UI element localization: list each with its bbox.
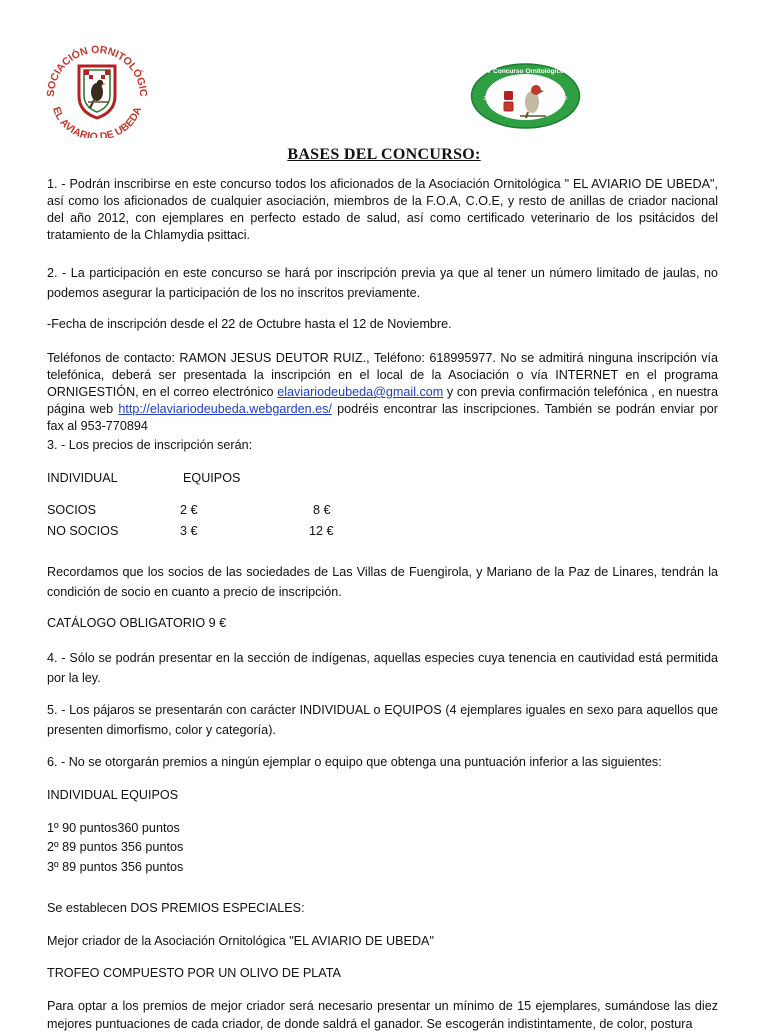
paragraph-points-header: INDIVIDUAL EQUIPOS — [47, 788, 179, 802]
website-link[interactable]: http://elaviariodeubeda.webgarden.es/ — [118, 402, 332, 416]
logo-bottom-text: EL AVIARIO DE UBEDA — [49, 105, 145, 138]
price-row-individual: 2 € — [180, 503, 198, 517]
paragraph-catalog: CATÁLOGO OBLIGATORIO 9 € — [47, 616, 227, 630]
paragraph-prices-intro: 3. - Los precios de inscripción serán: — [47, 438, 253, 452]
paragraph-2: 2. - La participación en este concurso se hará por inscripción previa ya que al tener un número limitado de jaulas, no podemos asegurar la participación de los no inscritos previamente. — [47, 266, 718, 300]
emblem-year-left: 2012 — [483, 96, 495, 102]
document-title: BASES DEL CONCURSO: — [287, 146, 481, 163]
contact-text-3: podréis encontrar las inscripciones. También se podrán enviar por fax al 953-770894 — [47, 402, 718, 433]
association-seal-icon — [44, 42, 150, 138]
paragraph-trophy: TROFEO COMPUESTO POR UN OLIVO DE PLATA — [47, 966, 341, 980]
logo-top-text: SOCIACIÓN ORNITOLÓGIC — [44, 43, 150, 98]
paragraph-best-breeder-rules: Para optar a los premios de mejor criador será necesario presentar un mínimo de 15 ejemplares, sumándose las diez mejores puntuaciones de cada criador, de donde saldrá el ganador. Se escogerán indistintamente, de color, postura — [47, 999, 718, 1031]
contact-text-1: Teléfonos de contacto: RAMON JESUS DEUTOR RUIZ., Teléfono: 618995977. No se admitirá ninguna inscripción vía telefónica, deberá ser presentada la inscripción en el local de la Asociación o vía INTERNET en el programa ORNIGESTIÓN, en el correo electrónico — [47, 351, 718, 399]
contact-text-2: y con previa confirmación telefónica , en nuestra página web — [47, 385, 718, 416]
points-line: 1º 90 puntos360 puntos — [47, 821, 180, 835]
paragraph-5: 5. - Los pájaros se presentarán con carácter INDIVIDUAL o EQUIPOS (4 ejemplares iguales en sexo para aquellos que presenten dimorfismo, color y categoría). — [47, 703, 718, 737]
paragraph-best-breeder: Mejor criador de la Asociación Ornitológica "EL AVIARIO DE UBEDA" — [47, 934, 434, 948]
emblem-title-text: V Concurso Ornitológico — [487, 68, 564, 75]
paragraph-6: 6. - No se otorgarán premios a ningún ejemplar o equipo que obtenga una puntuación inferior a las siguientes: — [47, 755, 662, 769]
price-row-label: SOCIOS — [47, 503, 96, 517]
price-row-equipos: 8 € — [313, 503, 331, 517]
contest-logo — [470, 62, 581, 130]
paragraph-4: 4. - Sólo se podrán presentar en la sección de indígenas, aquellas especies cuya tenencia en cautividad está permitida por la ley. — [47, 651, 718, 685]
paragraph-partner-societies: Recordamos que los socios de las sociedades de Las Villas de Fuengirola, y Mariano de la Paz de Linares, tendrán la condición de socio en cuanto a precio de inscripción. — [47, 565, 718, 599]
emblem-year-right: 2012 — [556, 96, 568, 102]
points-line: 3º 89 puntos 356 puntos — [47, 860, 184, 874]
price-header-individual: INDIVIDUAL — [47, 471, 118, 485]
contest-emblem-icon — [470, 62, 581, 130]
paragraph-registration-dates: -Fecha de inscripción desde el 22 de Octubre hasta el 12 de Noviembre. — [47, 317, 452, 331]
price-row-individual: 3 € — [180, 524, 198, 538]
email-link[interactable]: elaviariodeubeda@gmail.com — [277, 385, 444, 399]
paragraph-contact — [47, 350, 718, 435]
price-row-equipos: 12 € — [309, 524, 334, 538]
emblem-subtitle-text: El Aviario de Úbeda — [505, 77, 546, 82]
association-logo — [44, 42, 150, 138]
price-row-label: NO SOCIOS — [47, 524, 119, 538]
paragraph-special-prizes: Se establecen DOS PREMIOS ESPECIALES: — [47, 901, 305, 915]
points-line: 2º 89 puntos 356 puntos — [47, 840, 184, 854]
price-header-equipos: EQUIPOS — [183, 471, 241, 485]
paragraph-1: 1. - Podrán inscribirse en este concurso todos los aficionados de la Asociación Ornitológica " EL AVIARIO DE UBEDA", así como los aficionados de cualquier asociación, miembros de la F.O.A, C.O.E, y resto de anillas de criador nacional del año 2012, con ejemplares en perfecto estado de salud, así como certificado veterinario de los psitácidos del tratamiento de la Chlamydia psittaci. — [47, 177, 718, 242]
